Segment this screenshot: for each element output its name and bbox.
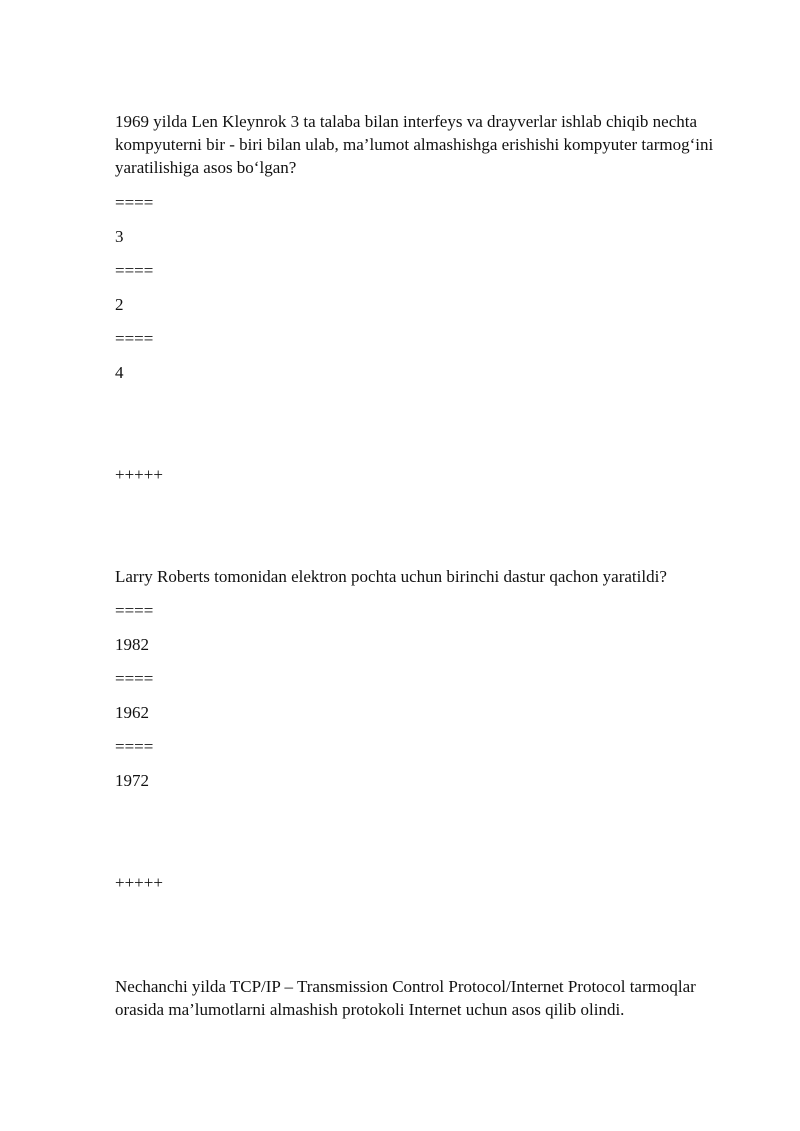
question-1: 1969 yilda Len Kleynrok 3 ta talaba bilan interfeys va drayverlar ishlab chiqib nechta kompyuterni bir - biri bilan ulab, ma’lumot almashishga erishishi kompyuter tarmog‘ini yaratilishiga asos bo‘lgan? bbox=[115, 112, 714, 177]
answer-option: 1972 bbox=[115, 771, 149, 790]
separator: ==== bbox=[115, 193, 154, 212]
separator: ==== bbox=[115, 669, 154, 688]
separator: ==== bbox=[115, 737, 154, 756]
answer-option: 4 bbox=[115, 363, 124, 382]
separator: ==== bbox=[115, 261, 154, 280]
end-marker: +++++ bbox=[115, 465, 163, 484]
answer-option: 3 bbox=[115, 227, 124, 246]
question-3: Nechanchi yilda TCP/IP – Transmission Control Protocol/Internet Protocol tarmoqlar orasida ma’lumotlarni almashish protokoli Internet uchun asos qilib olindi. bbox=[115, 977, 696, 1019]
question-2: Larry Roberts tomonidan elektron pochta uchun birinchi dastur qachon yaratildi? bbox=[115, 567, 667, 586]
separator: ==== bbox=[115, 601, 154, 620]
end-marker: +++++ bbox=[115, 873, 163, 892]
answer-option: 2 bbox=[115, 295, 124, 314]
separator: ==== bbox=[115, 329, 154, 348]
answer-option: 1982 bbox=[115, 635, 149, 654]
answer-option: 1962 bbox=[115, 703, 149, 722]
